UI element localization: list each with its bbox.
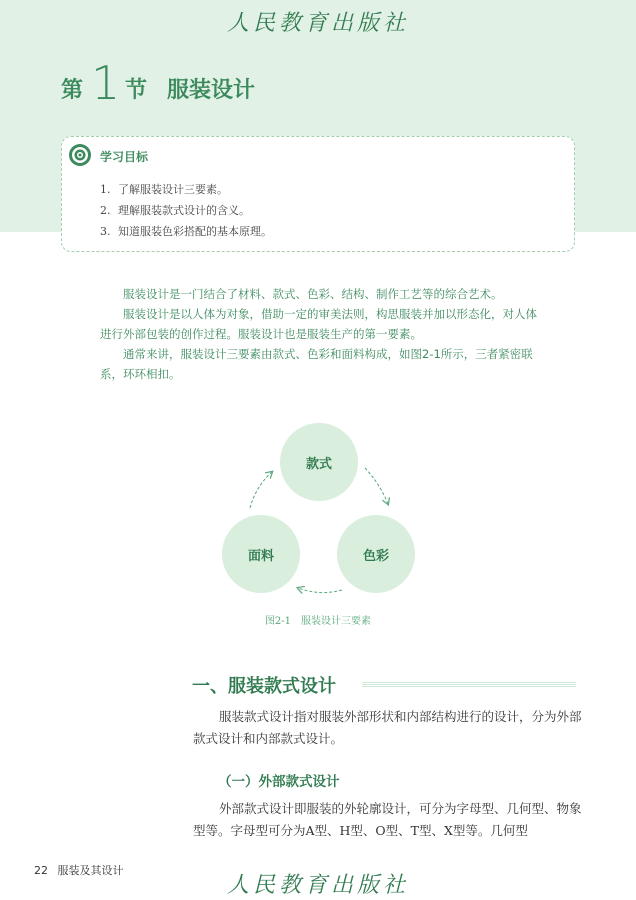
intro-paragraph: 服装设计是以人体为对象，借助一定的审美法则，构思服装并加以形态化，对人体进行外部包装的创作过程。服装设计也是服装生产的第一要素。 xyxy=(100,307,537,341)
learning-goals-title: 学习目标 xyxy=(100,150,149,164)
section-divider xyxy=(362,682,576,687)
publisher-logo-top: 人民教育出版社 xyxy=(226,11,409,36)
learning-goals-list xyxy=(100,179,272,242)
goal-item: 1. 了解服装设计三要素。 xyxy=(100,183,228,196)
publisher-logo-bottom: 人民教育出版社 xyxy=(226,873,409,898)
section-prefix: 第 xyxy=(61,78,84,103)
circle-color: 色彩 xyxy=(337,515,415,593)
section-name: 服装设计 xyxy=(167,78,256,103)
intro-text xyxy=(100,284,540,384)
target-icon xyxy=(68,143,92,167)
book-title: 服装及其设计 xyxy=(57,864,124,877)
intro-paragraph: 通常来讲，服装设计三要素由款式、色彩和面料构成，如图2-1所示，三者紧密联系，环环相扣。 xyxy=(100,347,533,381)
circle-fabric: 面料 xyxy=(222,515,300,593)
intro-paragraph: 服装设计是一门结合了材料、款式、色彩、结构、制作工艺等的综合艺术。 xyxy=(123,287,503,301)
arrow-right-to-left xyxy=(298,588,342,593)
figure-caption: 图2-1 服装设计三要素 xyxy=(264,616,372,627)
three-elements-diagram xyxy=(200,412,440,602)
section-heading: 一、服装款式设计 xyxy=(192,676,336,697)
body-paragraph: 外部款式设计即服装的外轮廓设计，可分为字母型、几何型、物象型等。字母型可分为A型、H型、O型、T型、X型等。几何型 xyxy=(193,801,582,838)
subsection-heading: （一）外部款式设计 xyxy=(218,774,340,790)
goal-item: 2. 理解服装款式设计的含义。 xyxy=(100,204,250,217)
body-paragraph: 服装款式设计指对服装外部形状和内部结构进行的设计，分为外部款式设计和内部款式设计。 xyxy=(193,709,582,746)
section-suffix: 节 xyxy=(125,78,148,103)
arrow-top-to-right xyxy=(365,468,388,504)
arrow-left-to-top xyxy=(250,472,272,508)
goal-item: 3. 知道服装色彩搭配的基本原理。 xyxy=(100,225,272,238)
section-number: 1 xyxy=(91,56,121,110)
learning-goals-box xyxy=(61,136,575,252)
circle-style: 款式 xyxy=(280,423,358,501)
page-number: 22 xyxy=(34,864,48,877)
